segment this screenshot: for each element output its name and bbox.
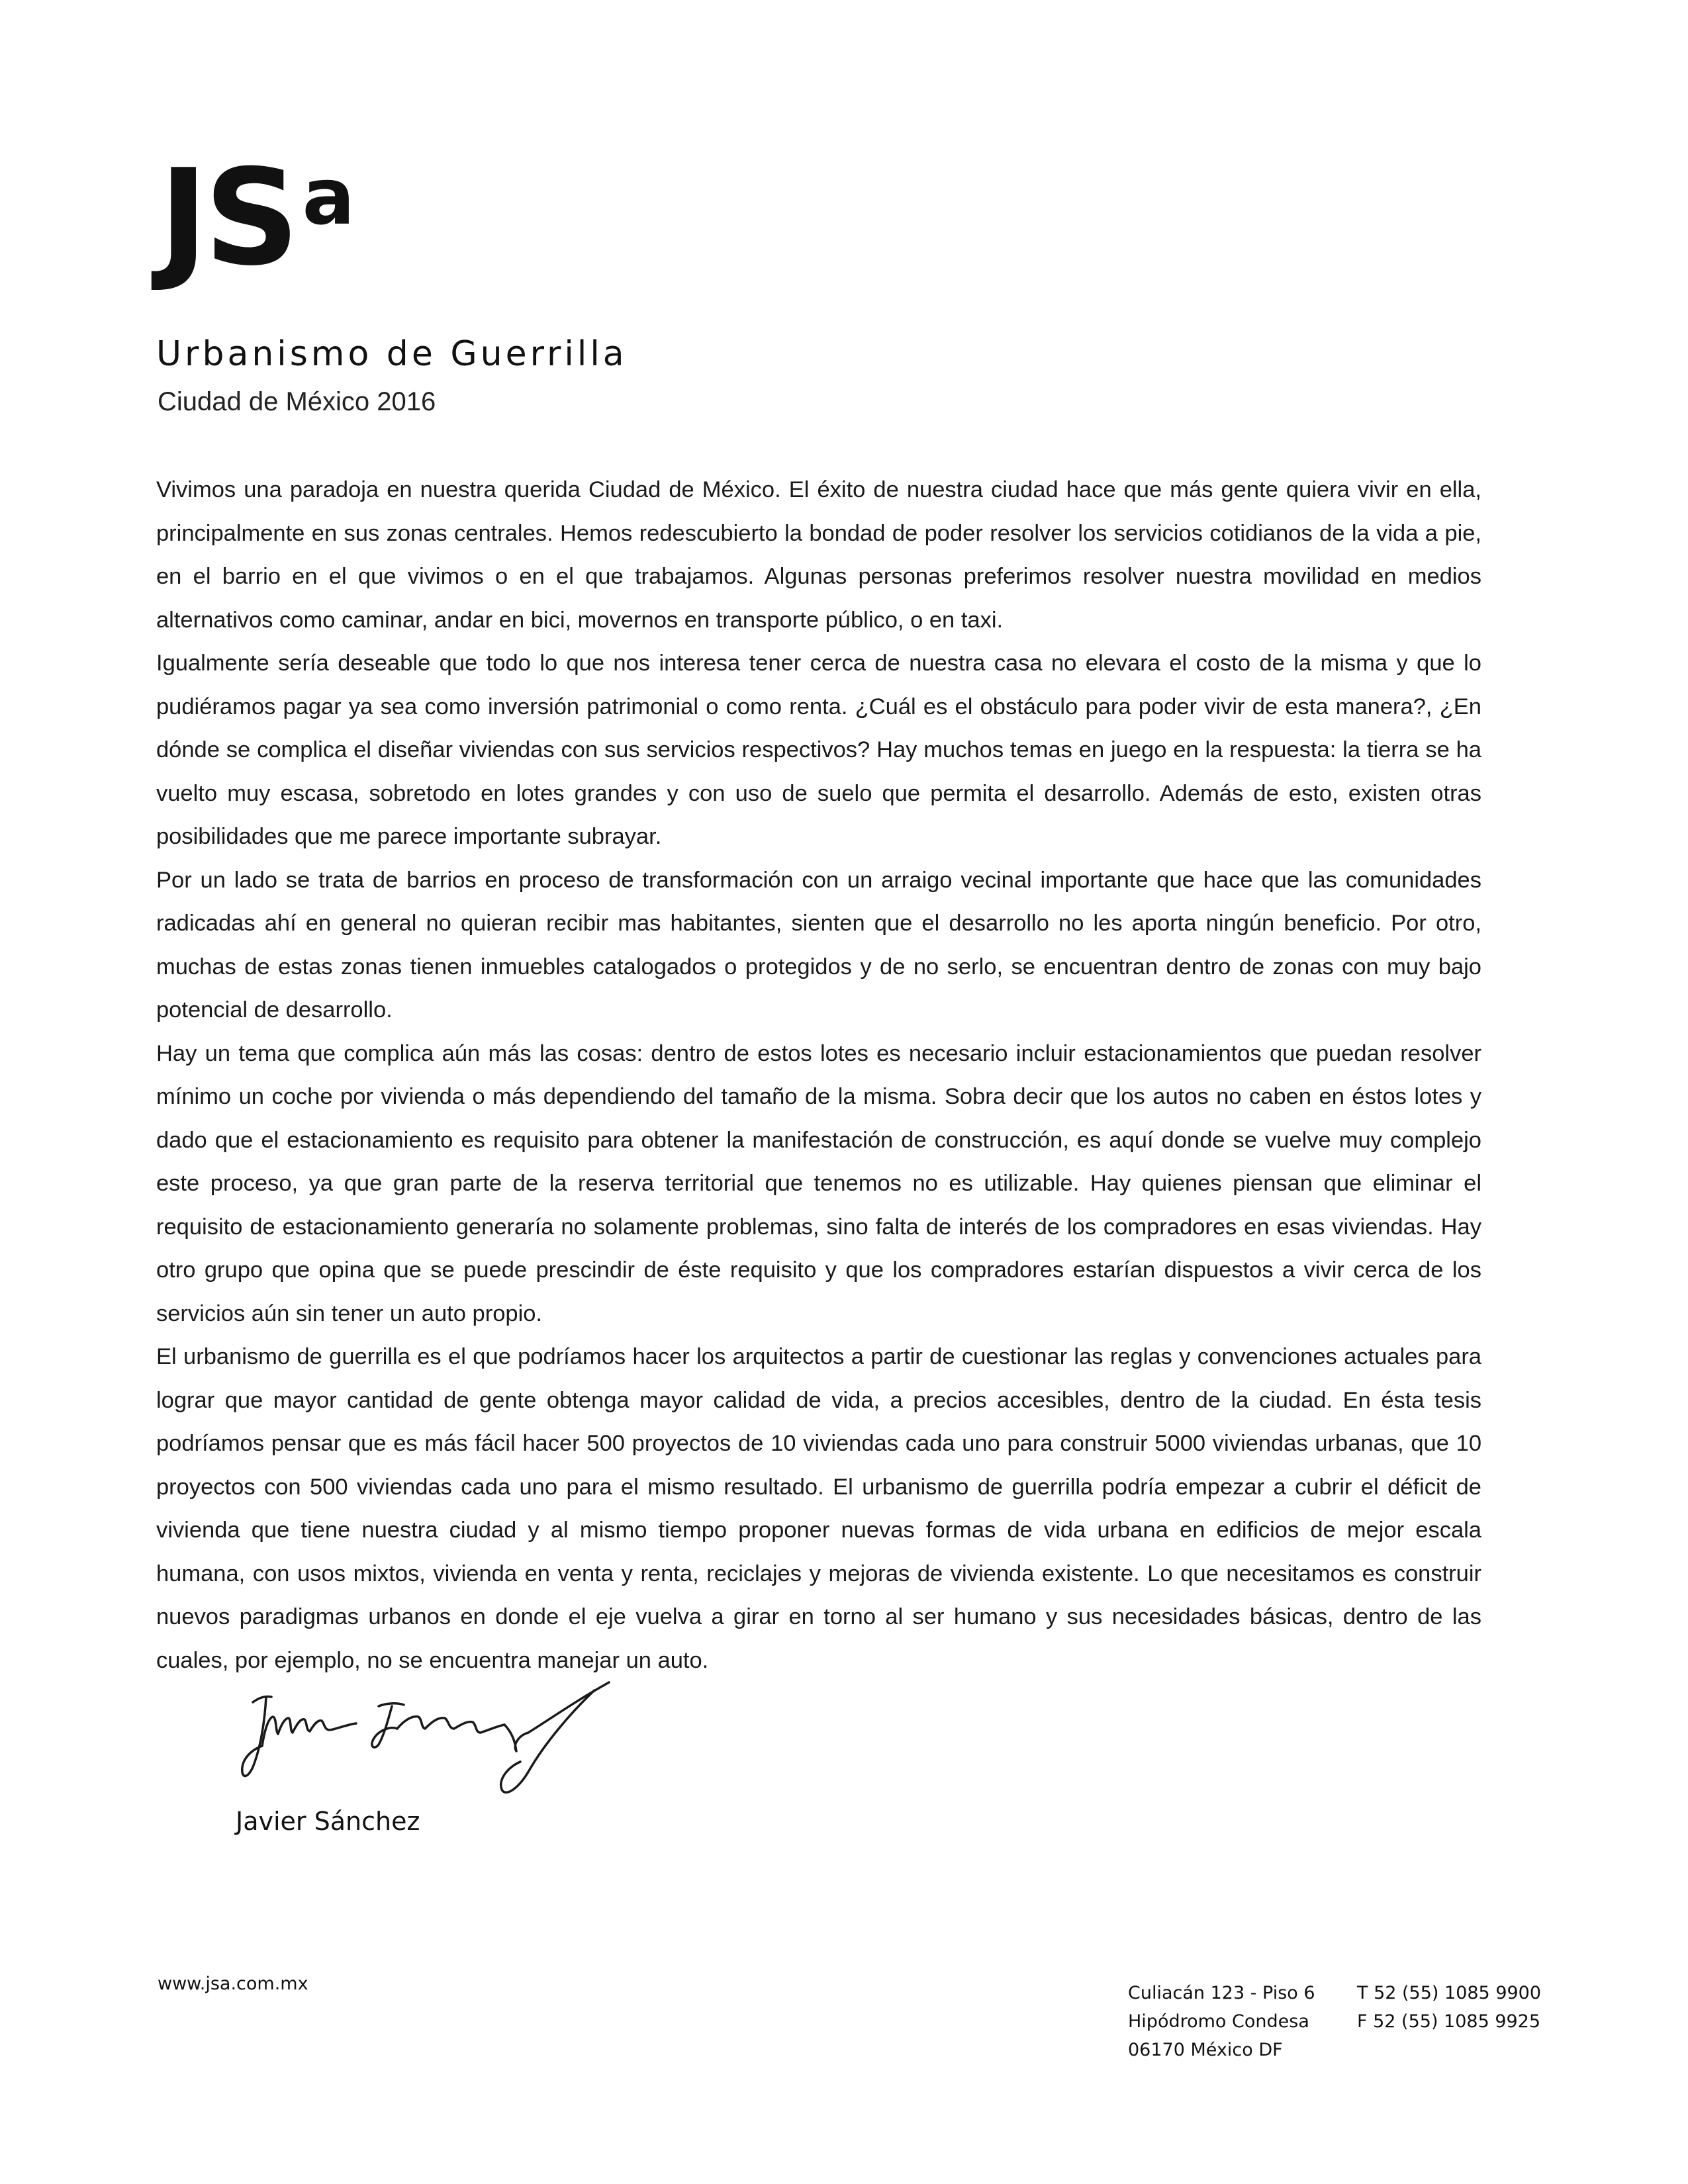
body-paragraph: Vivimos una paradoja en nuestra querida Ciudad de México. El éxito de nuestra ciudad hace que más gente quiera vivir en ella, principalmente en sus zonas centrales. Hemos redescubierto la bondad de poder resolver los servicios cotidianos de la vida a pie, en el barrio en el que vivimos o en el que trabajamos. Algunas personas preferimos resolver nuestra movilidad en medios alternativos como caminar, andar en bici, movernos en transporte público, o en taxi. [156, 477, 1481, 633]
logo-letters: JS [159, 141, 296, 295]
address-line: Hipódromo Condesa [1128, 2011, 1309, 2032]
signer-name: Javier Sánchez [236, 1807, 420, 1836]
phone-line: T 52 (55) 1085 9900 [1357, 1983, 1542, 2003]
office-address [1128, 1979, 1315, 2064]
contact-phones [1357, 1979, 1541, 2036]
fax-line: F 52 (55) 1085 9925 [1357, 2011, 1541, 2032]
body-paragraph: Igualmente sería deseable que todo lo que nos interesa tener cerca de nuestra casa no elevara el costo de la misma y que lo pudiéramos pagar ya sea como inversión patrimonial o como renta. ¿Cuál es el obstáculo para poder vivir de esta manera?, ¿En dónde se complica el diseñar viviendas con sus servicios respectivos? Hay muchos temas en juego en la respuesta: la tierra se ha vuelto muy escasa, sobretodo en lotes grandes y con uso de suelo que permita el desarrollo. Además de esto, existen otras posibilidades que me parece importante subrayar. [156, 651, 1481, 849]
body-paragraph: Hay un tema que complica aún más las cosas: dentro de estos lotes es necesario incluir estacionamientos que puedan resolver mínimo un coche por vivienda o más dependiendo del tamaño de la misma. Sobra decir que los autos no caben en éstos lotes y dado que el estacionamiento es requisito para obtener la manifestación de construcción, es aquí donde se vuelve muy complejo este proceso, ya que gran parte de la reserva territorial que tenemos no es utilizable. Hay quienes piensan que eliminar el requisito de estacionamiento generaría no solamente problemas, sino falta de interés de los compradores en esas viviendas. Hay otro grupo que opina que se puede prescindir de éste requisito y que los compradores estarían dispuestos a vivir cerca de los servicios aún sin tener un auto propio. [156, 1040, 1481, 1326]
logo-superscript: a [302, 151, 352, 242]
handwritten-signature [238, 1668, 675, 1807]
letter-body [156, 469, 1481, 1682]
document-title: Urbanismo de Guerrilla [156, 334, 628, 374]
body-paragraph: Por un lado se trata de barrios en proceso de transformación con un arraigo vecinal importante que hace que las comunidades radicadas ahí en general no quieran recibir mas habitantes, sienten que el desarrollo no les aporta ningún beneficio. Por otro, muchas de estas zonas tienen inmuebles catalogados o protegidos y de no serlo, se encuentran dentro de zonas con muy bajo potencial de desarrollo. [156, 867, 1481, 1023]
body-paragraph: El urbanismo de guerrilla es el que podríamos hacer los arquitectos a partir de cuestionar las reglas y convenciones actuales para lograr que mayor cantidad de gente obtenga mayor calidad de vida, a precios accesibles, dentro de la ciudad. En ésta tesis podríamos pensar que es más fácil hacer 500 proyectos de 10 viviendas cada uno para construir 5000 viviendas urbanas, que 10 proyectos con 500 viviendas cada uno para el mismo resultado. El urbanismo de guerrilla podría empezar a cubrir el déficit de vivienda que tiene nuestra ciudad y al mismo tiempo proponer nuevas formas de vida urbana en edificios de mejor escala humana, con usos mixtos, vivienda en venta y renta, reciclajes y mejoras de vivienda existente. Lo que necesitamos es construir nuevos paradigmas urbanos en donde el eje vuelva a girar en torno al ser humano y sus necesidades básicas, dentro de las cuales, por ejemplo, no se encuentra manejar un auto. [156, 1344, 1481, 1673]
document-subtitle: Ciudad de México 2016 [158, 387, 436, 416]
jsa-logo [159, 141, 352, 295]
address-line: Culiacán 123 - Piso 6 [1128, 1983, 1315, 2003]
website-url[interactable]: www.jsa.com.mx [158, 1974, 308, 1994]
address-line: 06170 México DF [1128, 2040, 1283, 2060]
